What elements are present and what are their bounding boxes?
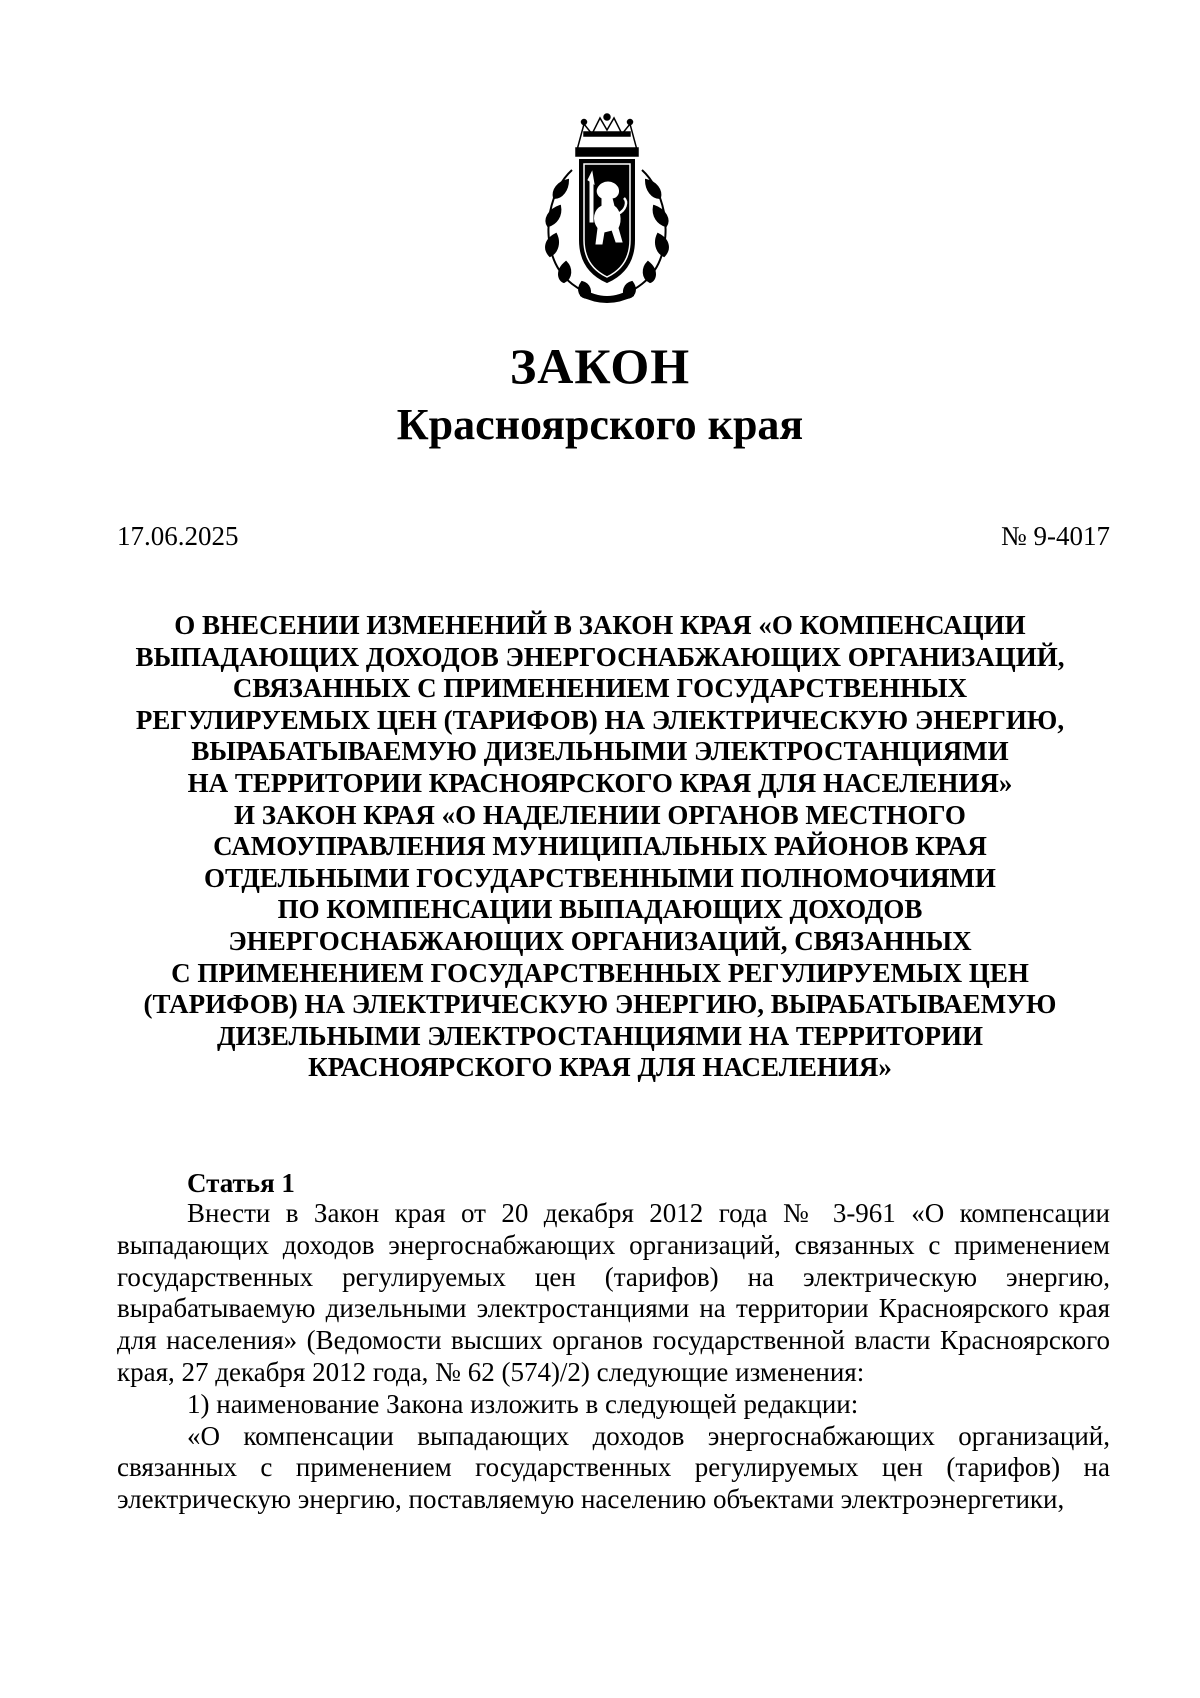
law-heading-line: НА ТЕРРИТОРИИ КРАСНОЯРСКОГО КРАЯ ДЛЯ НАСЕЛЕНИЯ» [187,767,1013,798]
law-heading-line: ВЫПАДАЮЩИХ ДОХОДОВ ЭНЕРГОСНАБЖАЮЩИХ ОРГАНИЗАЦИЙ, [135,641,1065,672]
law-heading-line: ДИЗЕЛЬНЫМИ ЭЛЕКТРОСТАНЦИЯМИ НА ТЕРРИТОРИИ [217,1020,983,1051]
article-paragraph: 1) наименование Закона изложить в следующей редакции: [187,1388,859,1419]
article-title: Статья 1 [187,1168,295,1198]
law-heading [100,610,1100,1084]
law-heading-line: ПО КОМПЕНСАЦИИ ВЫПАДАЮЩИХ ДОХОДОВ [277,894,923,925]
article-body [117,1198,1110,1516]
law-heading-line: ОТДЕЛЬНЫМИ ГОСУДАРСТВЕННЫМИ ПОЛНОМОЧИЯМИ [204,862,996,893]
law-heading-line: САМОУПРАВЛЕНИЯ МУНИЦИПАЛЬНЫХ РАЙОНОВ КРАЯ [213,831,987,862]
law-heading-line: С ПРИМЕНЕНИЕМ ГОСУДАРСТВЕННЫХ РЕГУЛИРУЕМЫХ ЦЕН [171,957,1029,988]
law-number: № 9-4017 [1000,521,1110,551]
law-heading-line: СВЯЗАННЫХ С ПРИМЕНЕНИЕМ ГОСУДАРСТВЕННЫХ [232,673,968,704]
coat-of-arms-icon [532,110,682,310]
article-paragraph: «О компенсации выпадающих доходов энергоснабжающих организаций, связанных с применением государственных регулируемых цен (тарифов) на электрическую энергию, поставляемую населению объектами электроэнергетики, [117,1420,1110,1515]
law-heading-line: (ТАРИФОВ) НА ЭЛЕКТРИЧЕСКУЮ ЭНЕРГИЮ, ВЫРАБАТЫВАЕМУЮ [143,989,1057,1020]
law-heading-line: РЕГУЛИРУЕМЫХ ЦЕН (ТАРИФОВ) НА ЭЛЕКТРИЧЕСКУЮ ЭНЕРГИЮ, [135,704,1065,735]
law-heading-line: ЭНЕРГОСНАБЖАЮЩИХ ОРГАНИЗАЦИЙ, СВЯЗАННЫХ [228,925,972,956]
law-heading-line: О ВНЕСЕНИИ ИЗМЕНЕНИЙ В ЗАКОН КРАЯ «О КОМПЕНСАЦИИ [174,610,1026,640]
law-heading-line: КРАСНОЯРСКОГО КРАЯ ДЛЯ НАСЕЛЕНИЯ» [308,1052,892,1083]
document-title: ЗАКОН [509,338,691,394]
law-date: 17.06.2025 [117,521,239,551]
law-heading-line: ВЫРАБАТЫВАЕМУЮ ДИЗЕЛЬНЫМИ ЭЛЕКТРОСТАНЦИЯМИ [191,736,1009,767]
article-paragraph: Внести в Закон края от 20 декабря 2012 года № 3-961 «О компенсации выпадающих доходов энергоснабжающих организаций, связанных с применением государственных регулируемых цен (тарифов) на электрическую энергию, вырабатываемую дизельными электростанциями на территории Красноярского края для населения» (Ведомости высших органов государственной власти Красноярского края, 27 декабря 2012 года, № 62 (574)/2) следующие изменения: [117,1198,1110,1387]
document-subtitle: Красноярского края [396,400,804,449]
law-heading-line: И ЗАКОН КРАЯ «О НАДЕЛЕНИИ ОРГАНОВ МЕСТНОГО [234,799,966,830]
